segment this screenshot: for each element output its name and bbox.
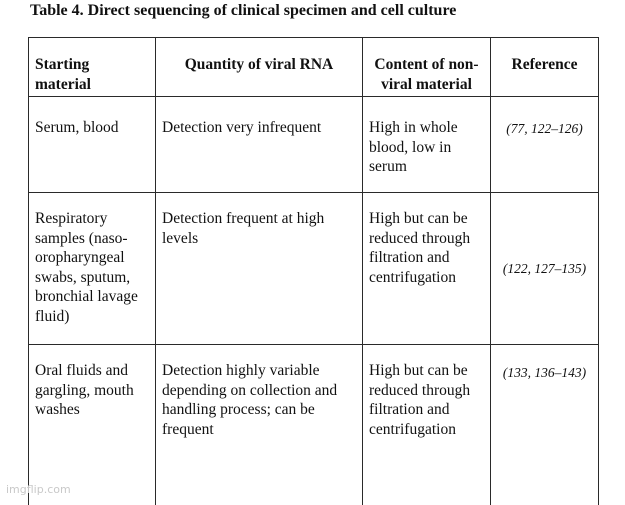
cell-content: High but can be reduced through filtration and centrifugation [363,345,491,505]
header-starting-material: Starting material [29,38,156,97]
header-reference: Reference [491,38,599,97]
cell-starting-material: Serum, blood [29,97,156,193]
cell-quantity: Detection frequent at high levels [156,193,363,345]
table-row [29,345,599,505]
cell-content: High in whole blood, low in serum [363,97,491,193]
table-row [29,97,599,193]
cell-quantity: Detection very infrequent [156,97,363,193]
cell-reference: (133, 136–143) [491,345,599,505]
cell-quantity: Detection highly variable depending on collection and handling process; can be frequent [156,345,363,505]
cell-starting-material: Oral fluids and gargling, mouth washes [29,345,156,505]
cell-reference: (77, 122–126) [491,97,599,193]
header-quantity-viral-rna: Quantity of viral RNA [156,38,363,97]
cell-content: High but can be reduced through filtration and centrifugation [363,193,491,345]
cell-reference: (122, 127–135) [491,193,599,345]
table-row [29,193,599,345]
table-caption: Table 4. Direct sequencing of clinical specimen and cell culture [30,2,457,19]
table-header-row [29,38,599,97]
watermark: imgflip.com [6,483,71,496]
header-content-non-viral: Content of non-viral material [363,38,491,97]
cell-starting-material: Respiratory samples (naso-oropharyngeal swabs, sputum, bronchial lavage fluid) [29,193,156,345]
sequencing-table [28,37,599,505]
